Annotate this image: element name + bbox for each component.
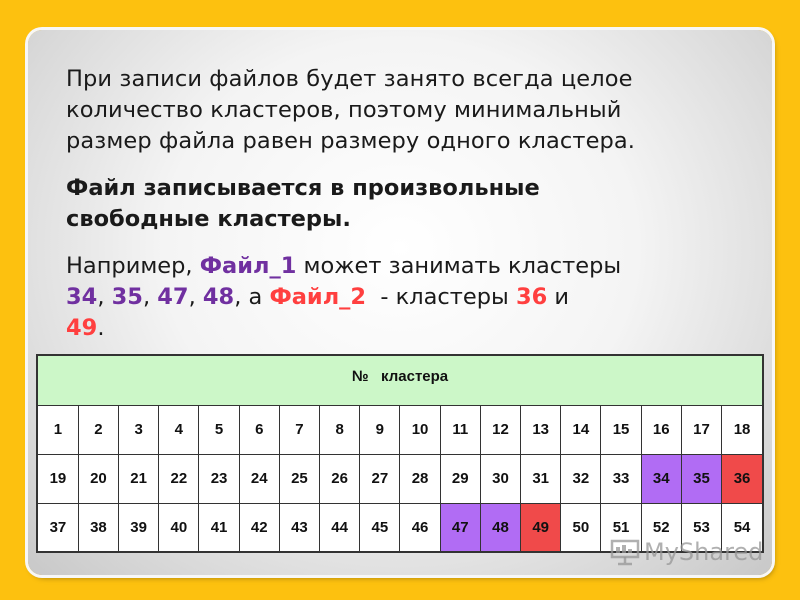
cluster-cell-48: 48 (480, 503, 520, 552)
cluster-cell-51: 51 (601, 503, 641, 552)
cluster-number-header: № кластера (37, 355, 763, 405)
cluster-cell-22: 22 (159, 454, 199, 503)
cluster-cell-40: 40 (159, 503, 199, 552)
cluster-cell-37: 37 (37, 503, 78, 552)
cluster-cell-44: 44 (320, 503, 360, 552)
watermark (610, 538, 763, 566)
sep2: , (142, 284, 158, 310)
table-row (37, 454, 763, 503)
cluster-cell-43: 43 (279, 503, 319, 552)
file2-label: Файл_2 (269, 284, 367, 310)
cluster-cell-31: 31 (521, 454, 561, 503)
cluster-cell-27: 27 (360, 454, 400, 503)
cluster-36-ref: 36 (515, 284, 548, 310)
cluster-cell-16: 16 (641, 405, 681, 454)
cluster-cell-53: 53 (681, 503, 721, 552)
cluster-cell-41: 41 (199, 503, 239, 552)
cluster-cell-15: 15 (601, 405, 641, 454)
table-row (37, 405, 763, 454)
file1-label: Файл_1 (199, 253, 297, 279)
cluster-35-ref: 35 (111, 284, 143, 310)
cluster-cell-3: 3 (119, 405, 159, 454)
presentation-icon (610, 538, 640, 566)
paragraph1-line1: При записи файлов будет занято всегда целое (66, 66, 633, 92)
cluster-cell-7: 7 (279, 405, 319, 454)
cluster-cell-46: 46 (400, 503, 440, 552)
table-header-row (37, 355, 763, 405)
cluster-cell-1: 1 (37, 405, 78, 454)
cluster-cell-32: 32 (561, 454, 601, 503)
paragraph1-line3: размер файла равен размеру одного кластера. (66, 128, 636, 154)
cluster-table (36, 354, 764, 553)
cluster-cell-21: 21 (119, 454, 159, 503)
cluster-cell-18: 18 (722, 405, 763, 454)
example-prefix: Например, (66, 253, 200, 279)
cluster-cell-47: 47 (440, 503, 480, 552)
cluster-48-ref: 48 (202, 284, 235, 310)
cluster-cell-35: 35 (681, 454, 721, 503)
cluster-34-ref: 34 (66, 284, 98, 310)
cluster-cell-8: 8 (320, 405, 360, 454)
cluster-cell-11: 11 (440, 405, 480, 454)
sep1: , (97, 284, 112, 310)
cluster-cell-20: 20 (78, 454, 118, 503)
cluster-cell-28: 28 (400, 454, 440, 503)
cluster-cell-26: 26 (320, 454, 360, 503)
cluster-cell-34: 34 (641, 454, 681, 503)
cluster-cell-38: 38 (78, 503, 118, 552)
example-mid4: и (547, 284, 570, 310)
cluster-cell-45: 45 (360, 503, 400, 552)
example-mid2: , а (234, 284, 270, 310)
cluster-cell-14: 14 (561, 405, 601, 454)
cluster-cell-33: 33 (601, 454, 641, 503)
slide-text (66, 64, 746, 344)
paragraph2-line1: Файл записывается в произвольные (66, 175, 540, 201)
sep3: , (188, 284, 203, 310)
cluster-cell-10: 10 (400, 405, 440, 454)
cluster-cell-24: 24 (239, 454, 279, 503)
paragraph3-line1 (66, 251, 746, 282)
paragraph-example (66, 251, 746, 344)
watermark-text: MyShared (644, 538, 764, 566)
cluster-cell-19: 19 (37, 454, 78, 503)
cluster-cell-9: 9 (360, 405, 400, 454)
cluster-cell-52: 52 (641, 503, 681, 552)
cluster-47-ref: 47 (157, 284, 189, 310)
cluster-cell-17: 17 (681, 405, 721, 454)
cluster-cell-42: 42 (239, 503, 279, 552)
cluster-cell-50: 50 (561, 503, 601, 552)
paragraph3-line2 (66, 282, 746, 313)
cluster-cell-6: 6 (239, 405, 279, 454)
example-end: . (97, 315, 105, 341)
cluster-cell-36: 36 (722, 454, 763, 503)
cluster-cell-5: 5 (199, 405, 239, 454)
paragraph2-line2: свободные кластеры. (66, 206, 351, 232)
example-mid1: может занимать кластеры (296, 253, 622, 279)
cluster-49-ref: 49 (66, 315, 98, 341)
cluster-cell-39: 39 (119, 503, 159, 552)
cluster-cell-29: 29 (440, 454, 480, 503)
example-mid3: - кластеры (366, 284, 516, 310)
paragraph3-line3 (66, 313, 746, 344)
cluster-cell-30: 30 (480, 454, 520, 503)
cluster-cell-12: 12 (480, 405, 520, 454)
cluster-cell-4: 4 (159, 405, 199, 454)
cluster-cell-49: 49 (521, 503, 561, 552)
cluster-cell-23: 23 (199, 454, 239, 503)
cluster-cell-13: 13 (521, 405, 561, 454)
paragraph-random-clusters (66, 173, 746, 235)
paragraph-cluster-allocation (66, 64, 746, 157)
cluster-cell-54: 54 (722, 503, 763, 552)
cluster-cell-25: 25 (279, 454, 319, 503)
paragraph1-line2: количество кластеров, поэтому минимальный (66, 97, 622, 123)
cluster-cell-2: 2 (78, 405, 118, 454)
